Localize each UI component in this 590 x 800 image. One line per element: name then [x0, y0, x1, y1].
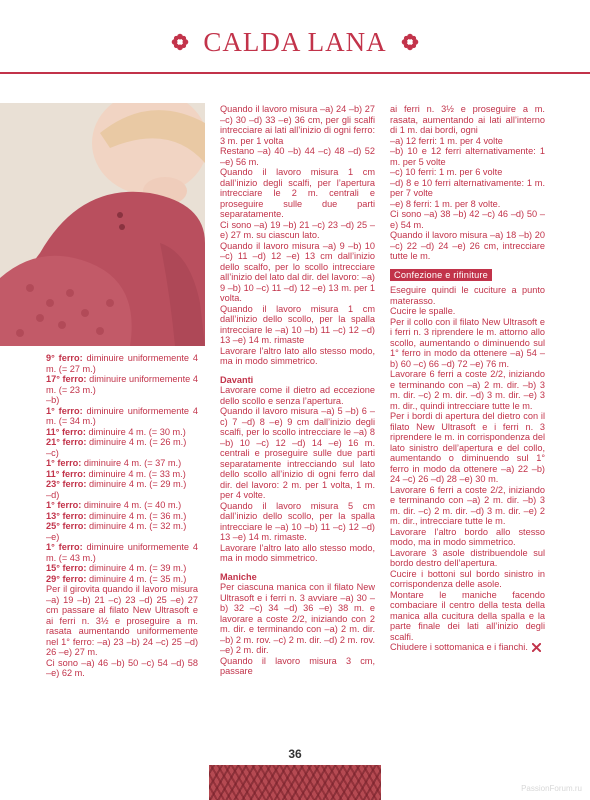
- magazine-header: [0, 26, 590, 58]
- paragraph: –d) 8 e 10 ferri alternativamente: 1 m. per 7 volte: [390, 177, 545, 198]
- row-text: diminuire uniformemente 4 m. (= 23 m.): [46, 374, 198, 395]
- instruction-line: [46, 500, 198, 511]
- row-label: 15° ferro:: [46, 563, 87, 573]
- paragraph: Lavorare l’altro bordo allo stesso modo, ma in modo simmetrico.: [390, 526, 545, 547]
- instruction-line: [46, 479, 198, 490]
- paragraph: –c) 10 ferri: 1 m. per 6 volte: [390, 167, 503, 177]
- page-number: 36: [288, 747, 302, 761]
- instruction-line: [46, 490, 198, 501]
- row-text: –b): [46, 395, 60, 405]
- magazine-title: CALDA LANA: [203, 26, 387, 57]
- row-text: diminuire 4 m. (= 33 m.): [85, 468, 186, 479]
- paragraph: Lavorare come il dietro ad eccezione dello scollo e senza l’apertura.: [220, 385, 375, 406]
- instruction-line: [46, 395, 198, 406]
- row-label: 29° ferro:: [46, 573, 87, 584]
- knit-swatch-image: [209, 765, 381, 800]
- row-text: Ci sono –a) 46 –b) 50 –c) 54 –d) 58 –e) 62 m.: [46, 657, 198, 678]
- instruction-line: [46, 511, 198, 522]
- row-text: –c): [46, 447, 59, 458]
- row-text: diminuire 4 m. (= 32 m.): [86, 521, 187, 531]
- end-mark-icon: [532, 643, 541, 652]
- paragraph: Quando il lavoro misura 3 cm, passare: [220, 655, 375, 676]
- paragraph: Lavorare 6 ferri a coste 2/2, iniziando e terminando con –a) 2 m. dir. –b) 3 m. dir. –c) 2 m. dir. –d) 3 m. dir. –e) 2 m. dir., intrecciare tutte le m.: [390, 484, 545, 526]
- paragraph: Quando il lavoro misura –a) 9 –b) 10 –c) 11 –d) 12 –e) 13 cm dall’inizio dello scalfo, per lo scollo intrecciare all’inizio del lato dal dir. del lavoro: –a) 9 –b) 10 –c) 11 –d) 12 –e) 13 m. per 1 volta.: [220, 240, 375, 303]
- instruction-line: [46, 437, 198, 448]
- row-label: 17° ferro:: [46, 374, 87, 384]
- paragraph: Lavorare 6 ferri a coste 2/2, iniziando e terminando con –a) 2 m. dir. –b) 3 m. dir. –c) 2 m. dir. –d) 3 m. dir. –e) 3 m. dir., quindi intrecciare tutte le m.: [390, 369, 545, 411]
- photo-illustration: [0, 103, 205, 346]
- row-text: diminuire 4 m. (= 37 m.): [81, 458, 182, 468]
- row-text: diminuire 4 m. (= 35 m.): [86, 573, 187, 584]
- paragraph: Ci sono –a) 19 –b) 21 –c) 23 –d) 25 –e) 27 m. su ciascun lato.: [220, 219, 375, 240]
- text-column-3: [390, 104, 545, 653]
- flower-icon: [401, 33, 419, 51]
- instruction-line: [46, 563, 198, 574]
- instruction-line: [46, 458, 198, 469]
- baby-sweater-photo: [0, 103, 205, 346]
- row-text: diminuire 4 m. (= 39 m.): [86, 563, 187, 573]
- text-column-1: [46, 353, 198, 679]
- row-label: 9° ferro:: [46, 353, 83, 363]
- instruction-line: [46, 521, 198, 532]
- paragraph: Per i bordi di apertura del dietro con il filato New Ultrasoft e i ferri n. 3 riprendere le m. in corrispondenza del lato sinistro dell’apertura e del collo, aumentando o diminuendo sul 1° ferro in modo da ottenere –a) 22 –b) 24 –c) 26 –d) 28 –e) 30 m.: [390, 411, 545, 484]
- paragraph: Restano –a) 40 –b) 44 –c) 48 –d) 52 –e) 56 m.: [220, 146, 375, 167]
- paragraph: Quando il lavoro misura 5 cm dall’inizio dello scollo, per la spalla intrecciare le –a) 10 –b) 11 –c) 12 –d) 13 –e) 14 m. rimaste.: [220, 500, 375, 542]
- row-text: diminuire 4 m. (= 36 m.): [86, 510, 187, 521]
- paragraph: Cucire le spalle.: [390, 306, 456, 316]
- row-text: diminuire uniformemente 4 m. (= 34 m.): [46, 405, 199, 426]
- paragraph: Per il collo con il filato New Ultrasoft e i ferri n. 3 riprendere le m. attorno allo scollo, aumentando o diminuendo sul 1° ferro in modo da ottenere –a) 54 –b) 60 –c) 66 –d) 72 –e) 76 m.: [390, 316, 545, 369]
- instruction-line: [46, 542, 198, 563]
- row-label: 1° ferro:: [46, 500, 82, 510]
- paragraph: Quando il lavoro misura 1 cm dall’inizio dello scollo, per la spalla intrecciare le –a) 10 –b) 11 –c) 12 –d) 13 –e) 14 m. rimaste: [220, 303, 375, 345]
- section-heading-maniche: Maniche: [220, 571, 257, 582]
- paragraph: Per ciascuna manica con il filato New Ultrasoft e i ferri n. 3 avviare –a) 30 –b) 32 –c) 34 –d) 36 –e) 38 m. e lavorare a coste 2/2, iniziando con 2 m. dir. e terminando con –a) 2 m. dir. –b) 2 m. rov. –c) 2 m. dir. –d) 2 m. rov. –e) 2 m. dir.: [220, 582, 375, 655]
- row-text: diminuire 4 m. (= 30 m.): [85, 426, 186, 437]
- instruction-line: [46, 448, 198, 459]
- instruction-line: [46, 374, 198, 395]
- row-label: 11° ferro:: [46, 468, 86, 479]
- paragraph: Montare le maniche facendo combaciare il centro della testa della manica alla cucitura della spalla e la parte finale dei lati all’inizio degli scalfi.: [390, 589, 545, 642]
- paragraph: Cucire i bottoni sul bordo sinistro in corrispondenza delle asole.: [390, 568, 545, 589]
- paragraph: –b) 10 e 12 ferri alternativamente: 1 m. per 5 volte: [390, 146, 545, 167]
- instruction-line: [46, 469, 198, 480]
- row-text: Per il girovita quando il lavoro misura –a) 19 –b) 21 –c) 23 –d) 25 –e) 27 cm passare al filato New Ultrasoft e ai ferri n. 3½ e proseguire a m. rasata aumentando uniformemente nel 1° ferro: –a) 23 –b) 24 –c) 25 –d) 26 –e) 27 m.: [46, 584, 198, 657]
- instruction-line: [46, 532, 198, 543]
- paragraph: Lavorare l’altro lato allo stesso modo, ma in modo simmetrico.: [220, 542, 375, 563]
- row-text: –d): [46, 489, 60, 500]
- paragraph: –e) 8 ferri: 1 m. per 8 volte.: [390, 198, 501, 209]
- section-heading-davanti: Davanti: [220, 374, 254, 385]
- paragraph: Quando il lavoro misura 1 cm dall’inizio degli scalfi, per l’apertura intrecciare le 2 m. centrali e proseguire sulle due parti separatamente.: [220, 167, 375, 219]
- paragraph: Quando il lavoro misura –a) 5 –b) 6 –c) 7 –d) 8 –e) 9 cm dall’inizio degli scalfi, per lo scollo intrecciare le –a) 8 –b) 10 –c) 12 –d) 14 –e) 16 m. centrali e proseguire sulle due parti separatamente intrecciando sul lato dello scollo all’inizio di ogni ferro dal dir. del lavoro: 2 m. per 1 volta, 1 m. per 4 volte.: [220, 406, 375, 500]
- section-heading-confezione: Confezione e rifiniture: [390, 269, 492, 282]
- row-label: 11° ferro:: [46, 426, 86, 437]
- header-divider: [0, 72, 590, 74]
- paragraph: Ci sono –a) 38 –b) 42 –c) 46 –d) 50 –e) 54 m.: [390, 209, 545, 230]
- paragraph: ai ferri n. 3½ e proseguire a m. rasata, aumentando ai lati all’interno di 1 m. dai bordi, ogni: [390, 104, 545, 135]
- paragraph: Quando il lavoro misura –a) 24 –b) 27 –c) 30 –d) 33 –e) 36 cm, per gli scalfi intrecciare ai lati all’inizio di ogni ferro: 3 m. per 1 volta: [220, 104, 375, 146]
- row-label: 21° ferro:: [46, 437, 87, 447]
- row-text: diminuire uniformemente 4 m. (= 43 m.): [46, 542, 199, 563]
- instruction-line: [46, 427, 198, 438]
- row-text: –e): [46, 531, 60, 542]
- instruction-line: [46, 584, 198, 658]
- paragraph: –a) 12 ferri: 1 m. per 4 volte: [390, 135, 503, 146]
- instruction-line: [46, 406, 198, 427]
- instruction-line: [46, 658, 198, 679]
- paragraph: Eseguire quindi le cuciture a punto materasso.: [390, 285, 545, 306]
- row-text: diminuire uniformemente 4 m. (= 27 m.): [46, 353, 199, 374]
- row-text: diminuire 4 m. (= 29 m.): [86, 479, 187, 489]
- instruction-line: [46, 574, 198, 585]
- row-label: 25° ferro:: [46, 521, 87, 531]
- row-text: diminuire 4 m. (= 26 m.): [86, 437, 187, 447]
- flower-icon: [171, 33, 189, 51]
- instruction-line: [46, 353, 198, 374]
- row-label: 23° ferro:: [46, 479, 87, 489]
- paragraph: Chiudere i sottomanica e i fianchi.: [390, 642, 545, 653]
- row-label: 1° ferro:: [46, 542, 83, 552]
- paragraph: Quando il lavoro misura –a) 18 –b) 20 –c) 22 –d) 24 –e) 26 cm, intrecciare tutte le m.: [390, 230, 545, 261]
- paragraph: Lavorare 3 asole distribuendole sul bordo destro dell’apertura.: [390, 547, 545, 568]
- paragraph: Lavorare l’altro lato allo stesso modo, ma in modo simmetrico.: [220, 345, 375, 366]
- row-label: 1° ferro:: [46, 458, 82, 468]
- row-label: 13° ferro:: [46, 510, 87, 521]
- row-text: diminuire 4 m. (= 40 m.): [81, 500, 182, 510]
- watermark: PassionForum.ru: [521, 784, 582, 793]
- row-label: 1° ferro:: [46, 405, 83, 416]
- text-column-2: [220, 104, 375, 677]
